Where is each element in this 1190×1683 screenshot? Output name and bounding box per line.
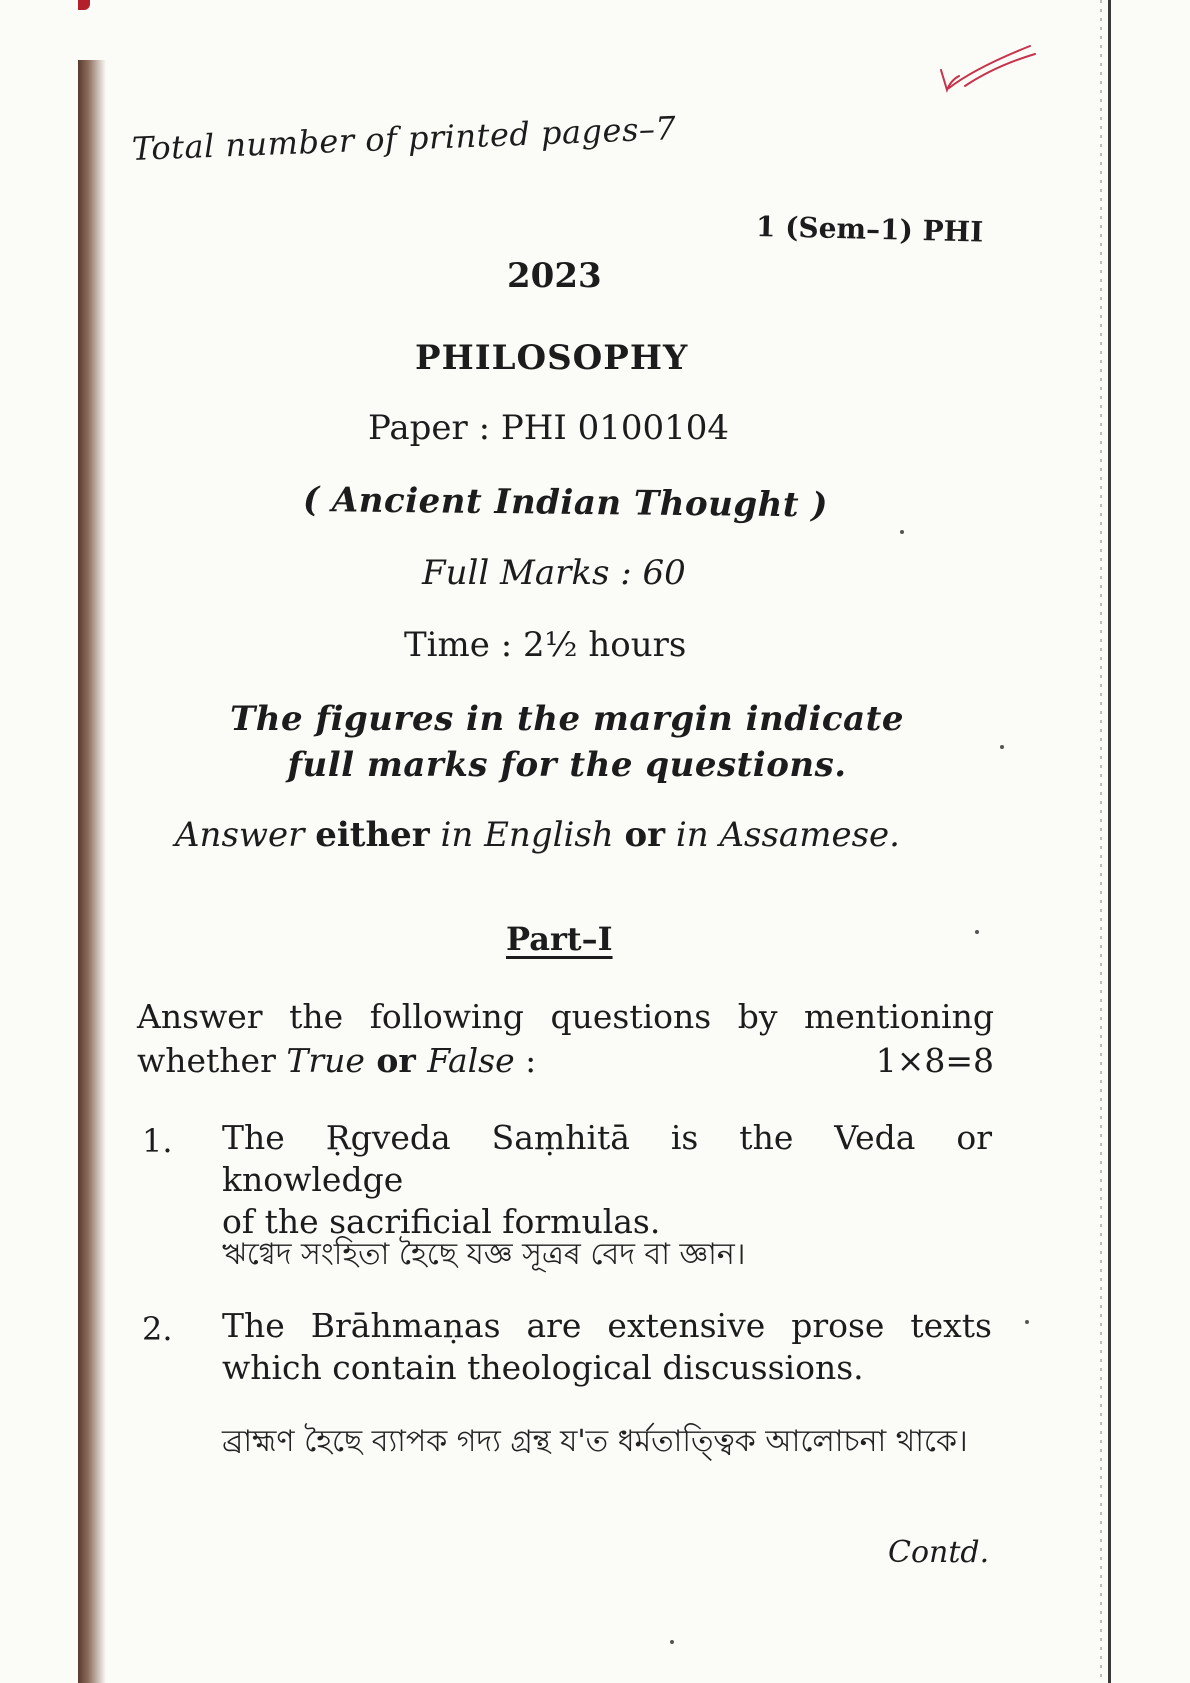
exam-duration: Time : 2½ hours	[404, 625, 687, 665]
question-line1: The Ṛgveda Saṃhitā is the Veda or knowledge	[222, 1118, 992, 1199]
answer-either: either	[315, 815, 430, 855]
page-edge-perforation	[1100, 0, 1102, 1683]
answer-or: or	[624, 815, 666, 855]
question-text	[222, 1305, 992, 1389]
instruction-whether: whether	[137, 1041, 287, 1080]
question-text	[222, 1117, 992, 1243]
page-right-edge	[1108, 0, 1111, 1683]
red-corner-mark	[78, 0, 90, 10]
part-instruction-line1: Answer the following questions by mentioning	[137, 997, 994, 1036]
paper-speck	[900, 530, 904, 534]
question-line2: which contain theological discussions.	[222, 1348, 864, 1387]
subject-title: PHILOSOPHY	[415, 338, 689, 378]
question-number: 1.	[142, 1122, 173, 1160]
paper-speck	[1000, 745, 1004, 749]
part-instruction-line2	[137, 1040, 994, 1082]
paper-speck	[1025, 1320, 1029, 1324]
course-title: ( Ancient Indian Thought )	[302, 480, 829, 526]
paper-speck	[670, 1640, 674, 1644]
instruction-or: or	[364, 1041, 428, 1080]
margin-marks-note: The figures in the margin indicate full marks for the questions.	[230, 699, 904, 785]
printed-pages-note: Total number of printed pages–7	[131, 109, 677, 168]
instruction-false: False	[427, 1041, 515, 1080]
exam-year: 2023	[507, 256, 602, 296]
marks-allocation: 1×8=8	[875, 1041, 994, 1080]
instruction-colon: :	[514, 1041, 537, 1080]
binding-shadow	[78, 60, 106, 1683]
question-assamese: ঋগ্বেদ সংহিতা হৈছে যজ্ঞ সূত্ৰৰ বেদ বা জ্ঞান।	[222, 1237, 746, 1272]
paper-code: 1 (Sem–1) PHI	[755, 210, 984, 249]
answer-suffix: in Assamese.	[665, 815, 900, 855]
answer-prefix: Answer	[175, 815, 316, 855]
paper-speck	[975, 930, 979, 934]
question-line2: of the sacrificial formulas.	[222, 1202, 661, 1241]
instruction-true: True	[286, 1041, 365, 1080]
question-number: 2.	[142, 1310, 173, 1348]
red-tick-mark-icon	[935, 40, 1045, 100]
full-marks: Full Marks : 60	[422, 553, 686, 593]
question-assamese: ব্ৰাহ্মণ হৈছে ব্যাপক গদ্য গ্ৰন্থ য'ত ধৰ্মতাত্ত্বিক আলোচনা থাকে।	[222, 1424, 968, 1459]
question-line1: The Brāhmaṇas are extensive prose texts	[222, 1306, 992, 1345]
answer-middle: in English	[429, 815, 625, 855]
answer-language-note	[175, 815, 900, 855]
continued-note: Contd.	[888, 1535, 990, 1570]
paper-number: Paper : PHI 0100104	[368, 408, 730, 448]
part-heading: Part–I	[506, 920, 613, 958]
